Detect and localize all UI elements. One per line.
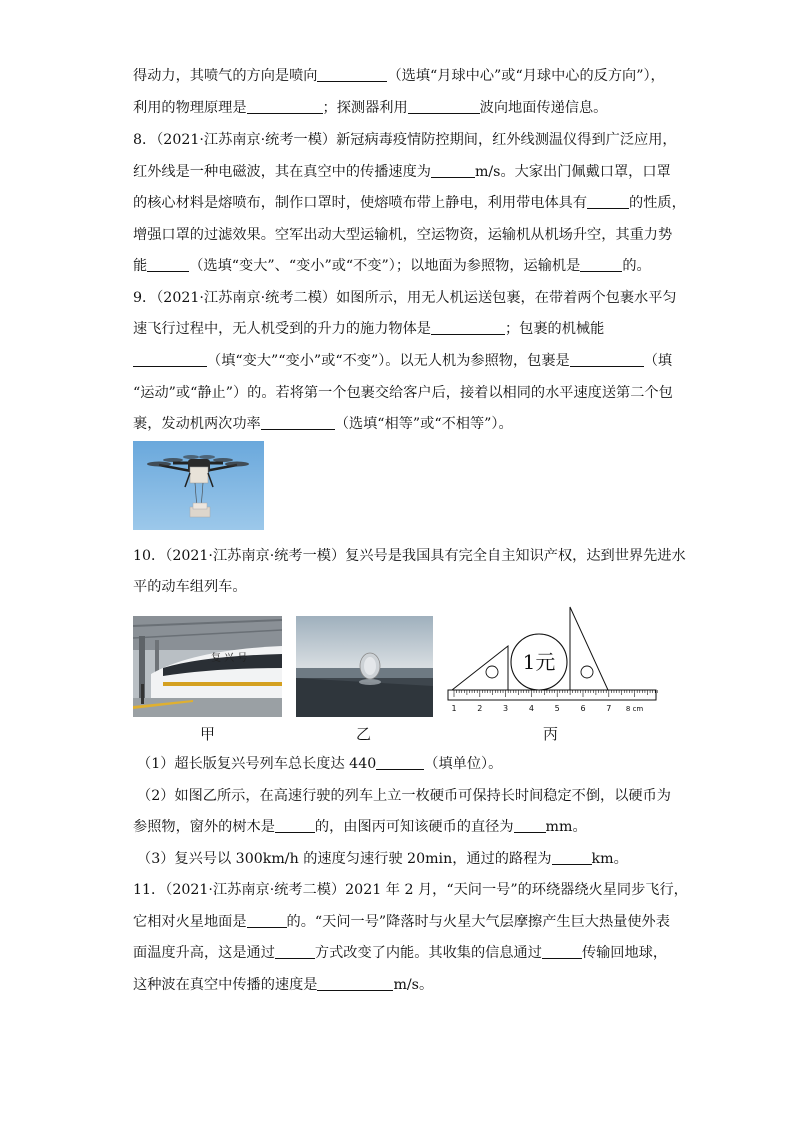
answer-blank[interactable] xyxy=(431,163,475,178)
answer-blank[interactable] xyxy=(570,352,644,367)
answer-blank[interactable] xyxy=(317,976,393,991)
answer-blank[interactable] xyxy=(275,818,315,833)
answer-blank[interactable] xyxy=(376,755,424,770)
ruler-tick-label: 1 xyxy=(451,704,457,713)
ruler-diagram xyxy=(446,604,658,717)
q10-line-1: 10．（2021·江苏南京·统考一模）复兴号是我国具有完全自主知识产权，达到世界先进水 xyxy=(133,548,686,564)
q10-sub-2-cont xyxy=(133,817,587,837)
coin-photo xyxy=(296,616,433,717)
q10-text: km。 xyxy=(591,851,628,867)
q9-text: （填“变大”“变小”或“不变”）。以无人机为参照物，包裹是 xyxy=(207,353,570,369)
q11-line-2 xyxy=(133,912,670,932)
q9-text: 裹，发动机两次功率 xyxy=(133,416,261,432)
ruler-tick-label: 5 xyxy=(554,704,560,713)
q7-text: （选填“月球中心”或“月球中心的反方向”）， xyxy=(387,68,665,84)
q11-text: 方式改变了内能。其收集的信息通过 xyxy=(314,945,542,961)
q11-text: 这种波在真空中传播的速度是 xyxy=(133,977,318,993)
drone-illustration xyxy=(133,441,264,530)
q9-text: （填 xyxy=(643,353,673,369)
q8-text: 的性质， xyxy=(629,195,686,211)
ruler-tick-label: 3 xyxy=(503,704,509,713)
figure-caption-b: 乙 xyxy=(356,725,372,743)
q8-text: 的核心材料是熔喷布，制作口罩时，使熔喷布带上静电，利用带电体具有 xyxy=(133,195,588,211)
q10-text: （填单位）。 xyxy=(424,756,503,772)
q11-text: 它相对火星地面是 xyxy=(133,914,247,930)
train-name-label: 复 兴 号 xyxy=(211,653,248,664)
q8-line-2 xyxy=(133,162,671,182)
q8-text: 红外线是一种电磁波，其在真空中的传播速度为 xyxy=(133,164,431,180)
q9-line-1: 9．（2021·江苏南京·统考二模）如图所示，用无人机运送包裹，在带着两个包裹水平匀 xyxy=(133,290,677,306)
q10-sub-1 xyxy=(137,754,502,774)
q10-sub-3 xyxy=(137,849,628,869)
small-hole-right xyxy=(581,666,593,678)
q7-text: 波向地面传递信息。 xyxy=(479,100,608,116)
q8-line-3 xyxy=(133,193,686,213)
ruler-tick-label: 6 xyxy=(580,704,586,713)
q9-line-2 xyxy=(133,319,604,339)
q7-text: 利用的物理原理是 xyxy=(133,100,247,116)
q10-sub-2: （2）如图乙所示，在高速行驶的列车上立一枚硬币可保持长时间稳定不倒，以硬币为 xyxy=(137,788,671,804)
answer-blank[interactable] xyxy=(514,818,546,833)
q10-text: 参照物，窗外的树木是 xyxy=(133,819,275,835)
drone-photo xyxy=(133,441,264,530)
ruler-tick-label: 7 xyxy=(606,704,612,713)
q7-line-1 xyxy=(133,66,665,86)
answer-blank[interactable] xyxy=(247,99,323,114)
q11-text: m/s。 xyxy=(393,977,434,993)
q9-text: 速飞行过程中，无人机受到的升力的施力物体是 xyxy=(133,321,431,337)
q11-line-1: 11．（2021·江苏南京·统考二模）2021 年 2 月，“天问一号”的环绕器绕火星同步飞行， xyxy=(133,882,688,898)
q7-line-2 xyxy=(133,98,607,118)
answer-blank[interactable] xyxy=(408,99,480,114)
answer-blank[interactable] xyxy=(542,944,582,959)
q8-text: 的。 xyxy=(622,258,651,274)
q10-text: 的，由图丙可知该硬币的直径为 xyxy=(314,819,514,835)
q8-line-4: 增强口罩的过滤效果。空军出动大型运输机，空运物资，运输机从机场升空，其重力势 xyxy=(133,227,673,243)
q11-text: 传输回地球， xyxy=(581,945,668,961)
answer-blank[interactable] xyxy=(247,913,287,928)
small-hole-left xyxy=(486,666,498,678)
q11-line-4 xyxy=(133,975,433,995)
q7-text: 得动力，其喷气的方向是喷向 xyxy=(133,68,318,84)
q8-text: 能 xyxy=(133,258,148,274)
answer-blank[interactable] xyxy=(133,352,207,367)
figure-caption-a: 甲 xyxy=(200,725,216,743)
q10-text: （1）超长版复兴号列车总长度达 440 xyxy=(137,756,377,772)
answer-blank[interactable] xyxy=(261,415,335,430)
answer-blank[interactable] xyxy=(580,257,622,272)
train-photo xyxy=(133,616,282,717)
q9-line-3 xyxy=(133,351,672,371)
ruler-tick-label: 8 cm xyxy=(625,705,644,713)
q9-line-4: “运动”或“静止”）的。若将第一个包裹交给客户后，接着以相同的水平速度送第二个包 xyxy=(133,385,673,401)
coin-label: 1元 xyxy=(522,650,556,674)
q11-text: 面温度升高，这是通过 xyxy=(133,945,275,961)
figure-caption-c: 丙 xyxy=(543,725,559,743)
answer-blank[interactable] xyxy=(587,194,629,209)
q8-line-5 xyxy=(133,256,651,276)
ruler-tick-label: 4 xyxy=(528,704,534,713)
q8-line-1: 8．（2021·江苏南京·统考一模）新冠病毒疫情防控期间，红外线测温仪得到广泛应用， xyxy=(133,132,677,148)
answer-blank[interactable] xyxy=(431,320,505,335)
q9-text: （选填“相等”或“不相等”）。 xyxy=(334,416,513,432)
q11-text: 的。“天问一号”降落时与火星大气层摩擦产生巨大热量使外表 xyxy=(286,914,670,930)
q8-text: （选填“变大”、“变小”或“不变”）；以地面为参照物，运输机是 xyxy=(189,258,581,274)
answer-blank[interactable] xyxy=(147,257,189,272)
q9-line-5 xyxy=(133,414,513,434)
answer-blank[interactable] xyxy=(317,67,387,82)
q10-line-2: 平的动车组列车。 xyxy=(133,579,247,595)
answer-blank[interactable] xyxy=(275,944,315,959)
answer-blank[interactable] xyxy=(552,850,592,865)
ruler-tick-label: 2 xyxy=(477,704,483,713)
q8-text: m/s。大家出门佩戴口罩，口罩 xyxy=(474,164,671,180)
q10-text: mm。 xyxy=(545,819,587,835)
q11-line-3 xyxy=(133,943,667,963)
q10-text: （3）复兴号以 300km/h 的速度匀速行驶 20min，通过的路程为 xyxy=(137,851,552,867)
q7-text: ；探测器利用 xyxy=(322,100,408,116)
q9-text: ；包裹的机械能 xyxy=(504,321,605,337)
